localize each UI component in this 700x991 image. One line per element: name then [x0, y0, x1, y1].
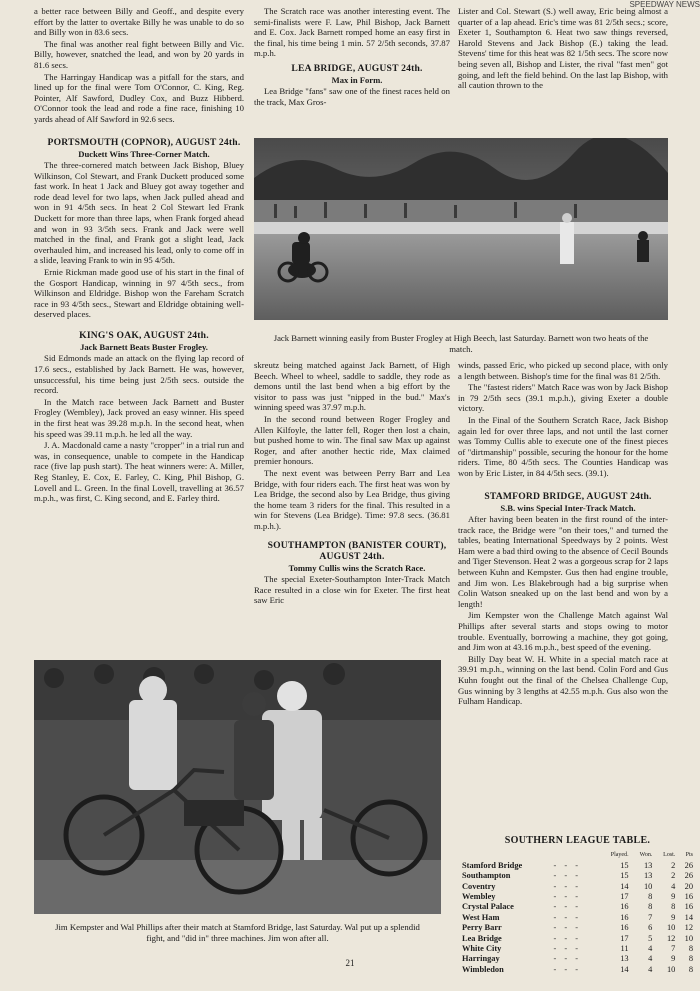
table-row: [460, 944, 695, 954]
paragraph: In the Final of the Southern Scratch Race, Jack Bishop again led for over three laps, and not until the last corner was Tommy Cullis able to execute one of the finest pieces of "dirtmanship" possible, securing the honour for the home riders. Time, 80 4/5th secs. The Counties Handicap was won by Eric Lister, in 84 4/5th secs. (39.1).: [458, 414, 668, 478]
team-name: Lea Bridge: [462, 933, 502, 943]
played-value: 11: [620, 944, 629, 954]
lost-value: 12: [666, 933, 676, 943]
points-value: 8: [688, 954, 693, 964]
leader-dots: - - -: [553, 902, 582, 912]
played-value: 16: [620, 912, 629, 922]
played-value: 15: [620, 871, 629, 881]
played-value: 14: [620, 964, 629, 974]
won-value: 13: [643, 871, 653, 881]
table-row: [460, 934, 695, 944]
table-row: [460, 871, 695, 881]
points-value: 26: [684, 860, 693, 870]
points-value: 16: [684, 902, 693, 912]
paragraph: The next event was between Perry Barr and Lea Bridge, with four riders each. The first heat was won by Lea Bridge, the second also by Lea Bridge, thus giving the home team 3 riders for the final. This resulted in a win for Stevens (Lea Bridge). Time: 97.8 secs. (36.81 m.p.h.).: [254, 467, 450, 531]
paragraph: Sid Edmonds made an attack on the flying lap record of 17.6 secs., established by Jack Barnett. He was, however, unsuccessful, his time being just 2/5th secs. outside the record.: [34, 353, 244, 396]
leader-dots: - - -: [553, 860, 582, 870]
lost-value: 8: [671, 902, 676, 912]
leader-dots: - - -: [553, 871, 582, 881]
photo-illustration: [254, 138, 668, 320]
lost-column-header: Lost.: [663, 852, 676, 859]
won-value: 7: [648, 912, 653, 922]
paragraph: The special Exeter-Southampton Inter-Track Match Race resulted in a close win for Exeter. The first heat saw Eric: [254, 574, 450, 606]
column-2-top: [254, 6, 450, 136]
leader-dots: - - -: [553, 892, 582, 902]
paragraph: The Scratch race was another interesting event. The semi-finalists were F. Law, Phil Bishop, Jack Barnett and E. Cox. Jack Barnett romped home an easy first in the final, his time being 1 min. 57 2/5th seconds, 37.87 m.p.h.: [254, 6, 450, 59]
section-subheading: Jack Barnett Beats Buster Frogley.: [80, 341, 208, 352]
league-table: [460, 850, 695, 975]
team-name: Coventry: [462, 881, 496, 891]
paragraph: In the second round between Roger Frogley and Allen Kilfoyle, the latter fell, Roger then lost a chain, but pushed home to win. The final saw Max up against Roger, and after another hectic ride, Max claimed premier honours.: [254, 413, 450, 467]
team-name: Perry Barr: [462, 923, 502, 933]
table-row: [460, 882, 695, 892]
points-value: 8: [688, 964, 693, 974]
photo-high-beech-race: [254, 138, 668, 320]
team-name: West Ham: [462, 912, 500, 922]
paragraph: Billy Day beat W. H. White in a special match race at 39.91 m.p.h., winning on the last bend. Colin Ford and Gus Kuhn fought out the final of the Chelsea Challenge Cup, Gus winning by 3 lengths at 42.55 m.p.h. Gus also won the Fulham Handicap.: [458, 653, 668, 707]
lost-value: 9: [671, 912, 676, 922]
played-value: 14: [620, 881, 629, 891]
paragraph: winds, passed Eric, who picked up second place, with only a length between. Bishop's time for the final was 81 2/5th.: [458, 360, 668, 381]
section-subheading: Duckett Wins Three-Corner Match.: [78, 148, 210, 159]
won-value: 5: [648, 933, 653, 943]
table-row: [460, 923, 695, 933]
table-row: [460, 892, 695, 902]
won-value: 8: [648, 902, 653, 912]
team-column-header: [460, 850, 551, 860]
paragraph: The three-cornered match between Jack Bishop, Bluey Wilkinson, Col Stewart, and Frank Duckett produced some fast work. In heat 1 Jack and Bluey got away together and rode dead level for two laps, when Jack pulled ahead and won in 91 4/5th secs. In heat 2 Col Stewart led Frank Duckett for more than three laps, when Frank forged ahead and won in 93 3/5th secs. Frank and Jack were well matched in the final, and Frank got a slight lead, Jack overhauled him, and increased his lead, only to come off in a slide, leaving Frank to win in 95 4/5th.: [34, 160, 244, 266]
team-name: Wembley: [462, 892, 496, 902]
leader-dots: - - -: [553, 933, 582, 943]
section-heading: SOUTHAMPTON (BANISTER COURT), AUGUST 24th.: [267, 539, 447, 562]
points-value: 8: [688, 944, 693, 954]
leader-dots: - - -: [553, 964, 582, 974]
column-3-top: [458, 6, 668, 136]
paragraph: The final was another real fight between Billy and Vic. Billy, however, snatched the lead, and won by 20 yards in 81.6 secs.: [34, 38, 244, 70]
paragraph: The "fastest riders" Match Race was won by Jack Bishop in 79 2/5th secs (39.1 m.p.h.), giving Exeter a double victory.: [458, 382, 668, 414]
leader-dots: - - -: [553, 954, 582, 964]
points-value: 20: [684, 881, 693, 891]
played-value: 16: [620, 902, 629, 912]
won-value: 4: [648, 944, 653, 954]
photo-illustration: [34, 660, 441, 914]
dots-column-header: [551, 850, 599, 860]
table-row: [460, 902, 695, 912]
paragraph: The Harringay Handicap was a pitfall for the stars, and lined up for the final were Tom O'Connor, C. King, Reg. Pointer, Alf Sawford, Dudley Cox, and Buzz Hibberd. O'Connor took the lead and rode a fine race, finishing 10 yards ahead of Alf Sawford in 92.6 secs.: [34, 71, 244, 124]
lost-value: 2: [671, 871, 676, 881]
column-2-middle: [254, 360, 450, 656]
paragraph: Ernie Rickman made good use of his start in the final of the Gosport Handicap, winning in 97 4/5th secs., from Wilkinson and Eldridge. Bishop won the Fareham Scratch race in 93 4/5th secs., Stewart and Eldridge obtaining well-deserved places.: [34, 266, 244, 320]
table-row: [460, 954, 695, 964]
team-name: White City: [462, 944, 502, 954]
league-table-body: [460, 861, 695, 975]
photo-stamford-bridge-riders: [34, 660, 441, 914]
lost-value: 4: [671, 881, 676, 891]
column-1: [34, 6, 244, 646]
section-subheading: S.B. wins Special Inter-Track Match.: [500, 502, 636, 513]
points-value: 16: [684, 892, 693, 902]
paragraph: J. A. Macdonald came a nasty "cropper" in a trial run and was, in consequence, unable to compete in the Handicap race (five lap push start). The heat winners were: A. Miller, Reg Stanley, E. Cox, E. Farley, C. King, Phil Bishop, G. Lovell and L. Green. In the final Lovell, travelling at 36.57 m.p.h., was first, C. King second, and E. Farley third.: [34, 440, 244, 504]
section-heading: STAMFORD BRIDGE, AUGUST 24th.: [484, 490, 652, 502]
played-value: 17: [620, 892, 629, 902]
lost-value: 2: [671, 860, 676, 870]
column-3-middle: [458, 360, 668, 830]
played-value: 16: [620, 923, 629, 933]
masthead: SPEEDWAY NEWS: [629, 0, 700, 9]
paragraph: a better race between Billy and Geoff., and despite every effort by the latter to overtake Billy he was unable to do so and Billy won in 83.6 secs.: [34, 6, 244, 38]
section-heading: LEA BRIDGE, AUGUST 24th.: [291, 62, 423, 74]
lost-value: 10: [666, 923, 676, 933]
lost-value: 9: [671, 892, 676, 902]
won-column-header: Won.: [639, 852, 653, 859]
leader-dots: - - -: [553, 944, 582, 954]
won-value: 4: [648, 964, 653, 974]
table-header-row: [460, 850, 695, 860]
team-name: Wimbledon: [462, 964, 504, 974]
leader-dots: - - -: [553, 881, 582, 891]
played-value: 15: [620, 860, 629, 870]
won-value: 4: [648, 954, 653, 964]
table-row: [460, 965, 695, 975]
team-name: Crystal Palace: [462, 902, 514, 912]
won-value: 10: [643, 881, 653, 891]
won-value: 13: [643, 860, 653, 870]
paragraph: After having been beaten in the first round of the inter-track race, the Bridge were "on their toes," and turned the tables, beating International Speedways by 2 points. West Ham were a bad third owing to the absence of Cecil Bounds and Tiger Stevenson. Heat 2 was a gorgeous scrap for 2 laps between Kuhn and Kempster. Gus then had engine trouble, and Jim won. Les Blakebrough had a big surprise when Colin Watson sneaked up on the last bend and won by a length!: [458, 514, 668, 609]
section-heading: PORTSMOUTH (COPNOR), AUGUST 24th.: [47, 136, 241, 148]
won-value: 8: [648, 892, 653, 902]
photo-caption: Jack Barnett winning easily from Buster Frogley at High Beech, last Saturday. Barnett won two heats of the match.: [273, 333, 649, 354]
southern-league-table: [460, 836, 695, 975]
lost-value: 10: [666, 964, 676, 974]
played-value: 13: [620, 954, 629, 964]
played-column-header: Played.: [610, 852, 629, 859]
section-subheading: Max in Form.: [331, 74, 383, 85]
team-name: Stamford Bridge: [462, 860, 523, 870]
table-row: [460, 861, 695, 871]
points-column-header: Pts: [685, 852, 693, 859]
paragraph: Lister and Col. Stewart (S.) well away, Eric being almost a quarter of a lap ahead. Eric's time was 81 2/5th secs.; score, Exeter 1, Southampton 6. Heat two saw things reversed, Harold Stevens and Jack Bishop (E.) taking the lead. Stevens' time for this heat was 82 1/5th secs. The score now being seven all, Bishop and Lister, the rival "fast men" got going, and left the field behind. On the last lap Bishop, with all caution thrown to the: [458, 6, 668, 91]
paragraph: Lea Bridge "fans" saw one of the finest races held on the track, Max Gros-: [254, 86, 450, 108]
played-value: 17: [620, 933, 629, 943]
won-value: 6: [648, 923, 653, 933]
team-name: Southampton: [462, 871, 511, 881]
team-name: Harringay: [462, 954, 500, 964]
page-number: 21: [345, 958, 355, 968]
points-value: 14: [684, 912, 693, 922]
section-heading: KING'S OAK, AUGUST 24th.: [79, 329, 209, 341]
leader-dots: - - -: [553, 912, 582, 922]
paragraph: In the Match race between Jack Barnett and Buster Frogley (Wembley), Jack proved an easy winner. His speed in the first heat was 39.28 m.p.h. In the second heat, when his speed was 39.11 m.p.h. he led all the way.: [34, 396, 244, 439]
lost-value: 9: [671, 954, 676, 964]
photo-caption: Jim Kempster and Wal Phillips after their match at Stamford Bridge, last Saturday. Wal put up a splendid fight, and "did in" three machines. Jim won after all.: [55, 922, 420, 943]
section-subheading: Tommy Cullis wins the Scratch Race.: [288, 562, 426, 573]
table-row: [460, 913, 695, 923]
lost-value: 7: [671, 944, 676, 954]
points-value: 10: [684, 933, 693, 943]
points-value: 12: [684, 923, 693, 933]
leader-dots: - - -: [553, 923, 582, 933]
table-title: SOUTHERN LEAGUE TABLE.: [504, 835, 651, 846]
paragraph: skreutz being matched against Jack Barnett, of High Beech. Wheel to wheel, saddle to saddle, they rode as demons until the last bend when a big effort by the visitor to pass was just "nipped in the bud." Max's winning speed was 37.97 m.p.h.: [254, 360, 450, 413]
points-value: 26: [684, 871, 693, 881]
paragraph: Jim Kempster won the Challenge Match against Wal Phillips after several starts and stops owing to motor trouble. Eventually, borrowing a machine, they got going, and Jim won at 43.16 m.p.h., best speed of the evening.: [458, 610, 668, 653]
